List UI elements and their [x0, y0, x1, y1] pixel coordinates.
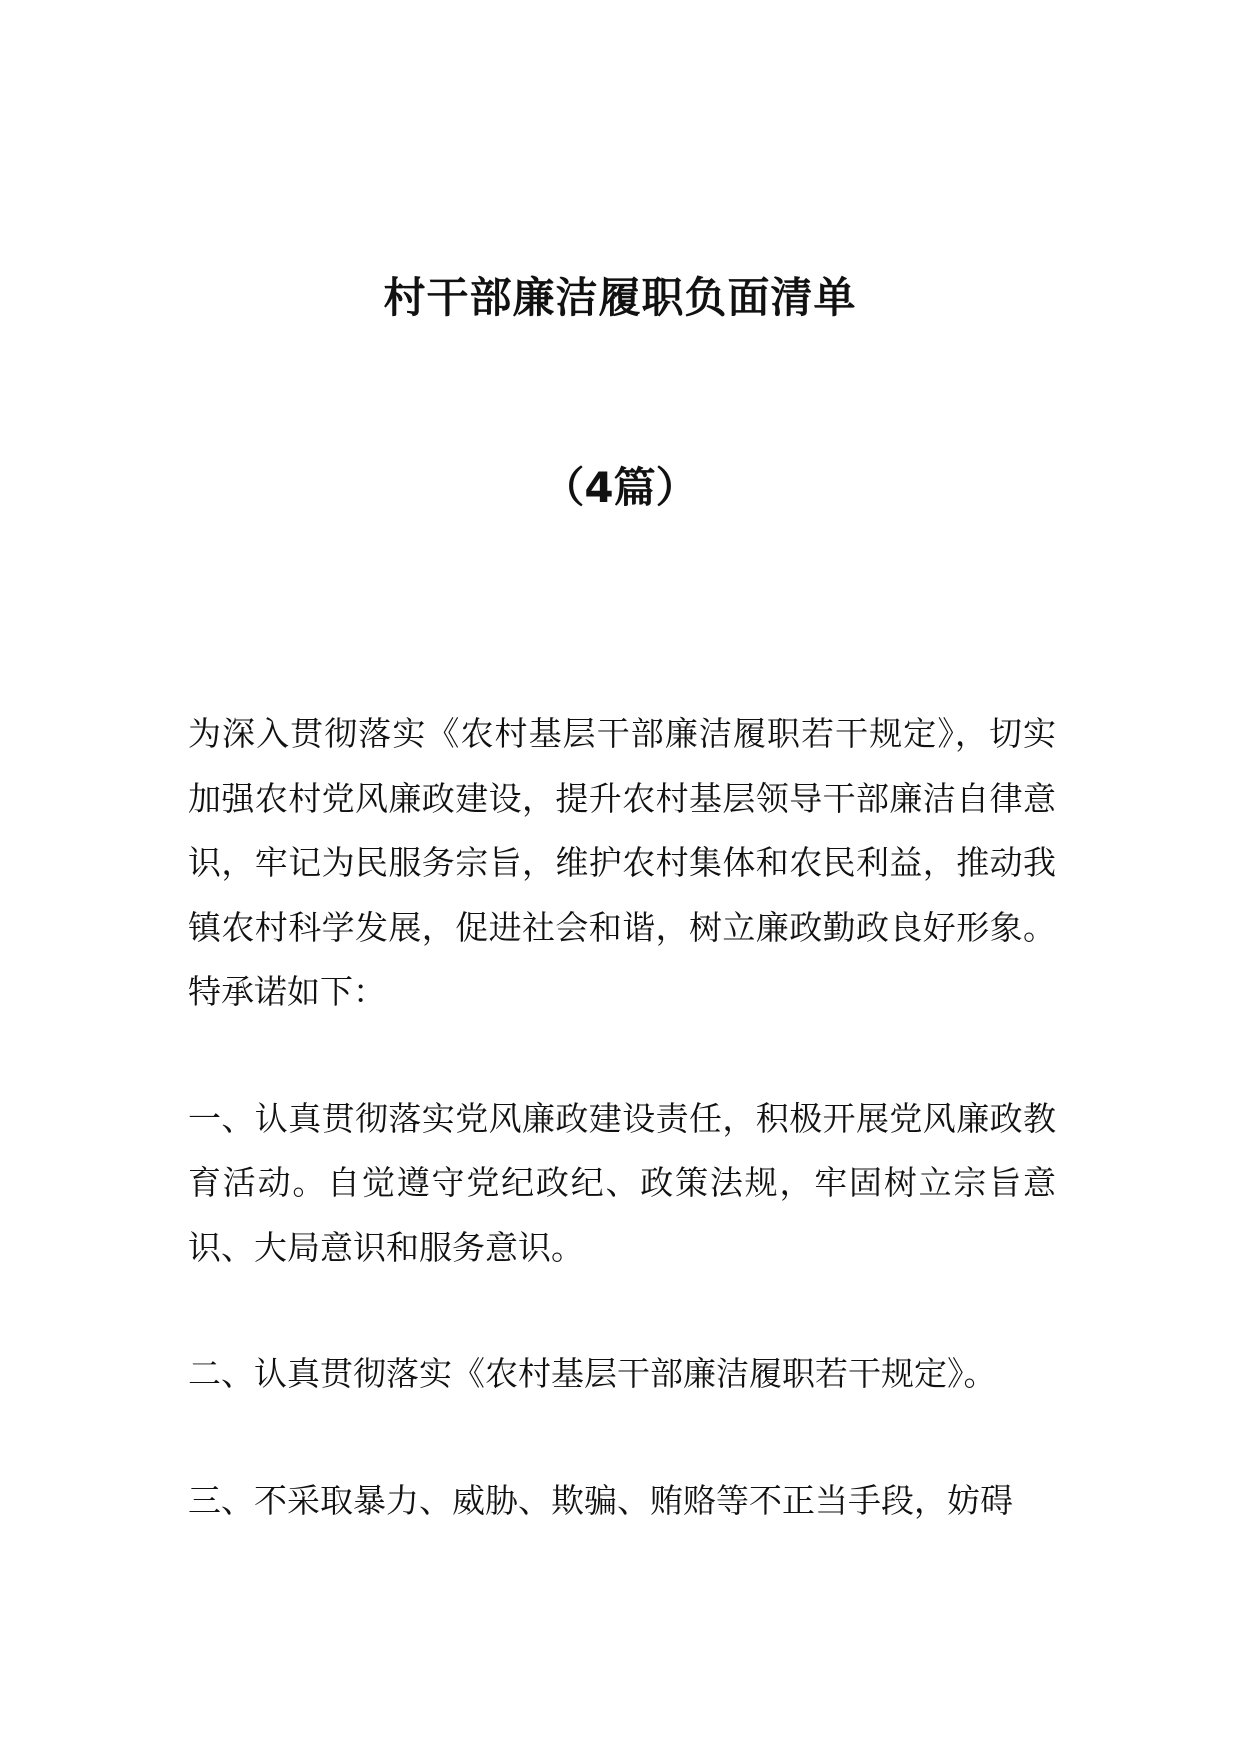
document-title: 村干部廉洁履职负面清单: [383, 273, 857, 322]
document-body: [188, 702, 1056, 1595]
document-subtitle: （4篇）: [542, 463, 698, 512]
paragraph-item-1: 一、认真贯彻落实党风廉政建设责任，积极开展党风廉政教育活动。自觉遵守党纪政纪、政策法规，牢固树立宗旨意识、大局意识和服务意识。: [188, 1098, 1056, 1267]
paragraph-item-3: 三、不采取暴力、威胁、欺骗、贿赂等不正当手段，妨碍: [188, 1480, 1013, 1520]
paragraph-item-2: 二、认真贯彻落实《农村基层干部廉洁履职若干规定》。: [188, 1354, 997, 1393]
paragraph-intro: 为深入贯彻落实《农村基层干部廉洁履职若干规定》，切实加强农村党风廉政建设，提升农村基层领导干部廉洁自律意识，牢记为民服务宗旨，维护农村集体和农民利益，推动我镇农村科学发展，促进社会和谐，树立廉政勤政良好形象。特承诺如下：: [188, 714, 1056, 1011]
